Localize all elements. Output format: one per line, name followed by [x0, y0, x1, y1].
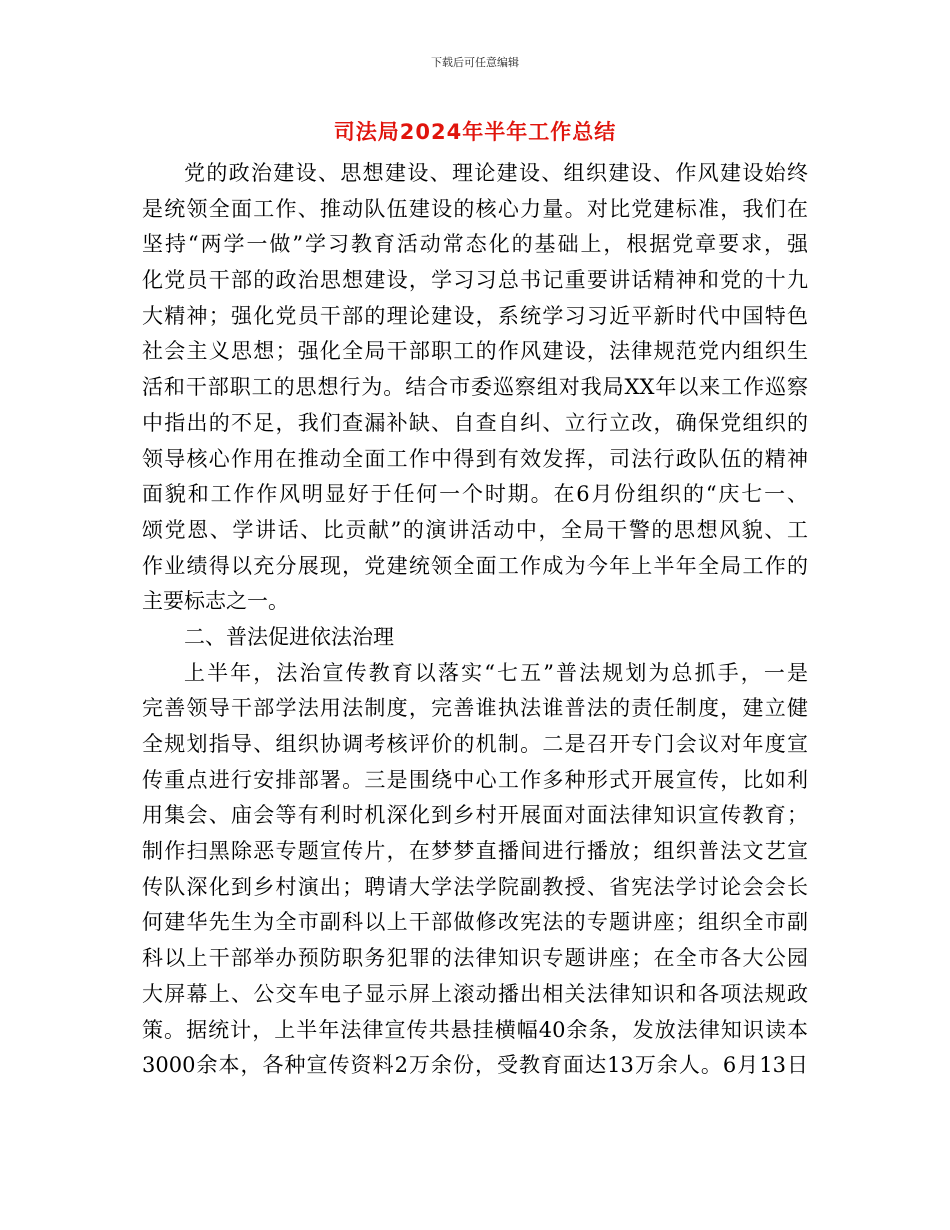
document-title: 司法局2024年半年工作总结 — [333, 120, 617, 144]
body-line: 党的政治建设、思想建设、理论建设、组织建设、作风建设始终 — [184, 161, 808, 185]
body-line: 社会主义思想；强化全局干部职工的作风建设，法律规范党内组织生 — [142, 339, 808, 364]
body-line: 坚持“两学一做”学习教育活动常态化的基础上，根据党章要求，强 — [142, 232, 808, 257]
body-line: 传重点进行安排部署。三是围绕中心工作多种形式开展宣传，比如利 — [142, 767, 808, 792]
body-line: 用集会、庙会等有利时机深化到乡村开展面对面法律知识宣传教育； — [142, 803, 808, 828]
section-heading: 二、普法促进依法治理 — [184, 624, 394, 649]
body-line: 策。据统计，上半年法律宣传共悬挂横幅40余条，发放法律知识读本 — [142, 1017, 808, 1042]
page-header-note: 下载后可任意编辑 — [431, 56, 519, 69]
body-line: 大精神；强化党员干部的理论建设，系统学习习近平新时代中国特色 — [142, 303, 808, 328]
body-line: 大屏幕上、公交车电子显示屏上滚动播出相关法律知识和各项法规政 — [142, 981, 808, 1006]
body-line: 3000余本，各种宣传资料2万余份，受教育面达13万余人。6月13日 — [142, 1053, 808, 1078]
body-line: 颂党恩、学讲话、比贡献”的演讲活动中，全局干警的思想风貌、工 — [142, 517, 808, 542]
body-line: 全规划指导、组织协调考核评价的机制。二是召开专门会议对年度宣 — [142, 732, 808, 756]
body-line: 活和干部职工的思想行为。结合市委巡察组对我局XX年以来工作巡察 — [142, 375, 808, 400]
body-line: 作业绩得以充分展现，党建统领全面工作成为今年上半年全局工作的 — [142, 553, 808, 578]
body-line: 制作扫黑除恶专题宣传片，在梦梦直播间进行播放；组织普法文艺宣 — [142, 839, 808, 864]
body-line: 化党员干部的政治思想建设，学习习总书记重要讲话精神和党的十九 — [142, 268, 808, 293]
body-line: 传队深化到乡村演出；聘请大学法学院副教授、省宪法学讨论会会长 — [142, 874, 808, 899]
body-line: 中指出的不足，我们查漏补缺、自查自纠、立行立改，确保党组织的 — [142, 410, 808, 435]
body-line: 上半年，法治宣传教育以落实“七五”普法规划为总抓手，一是 — [184, 660, 808, 685]
body-line: 完善领导干部学法用法制度，完善谁执法谁普法的责任制度，建立健 — [142, 696, 808, 721]
body-line: 何建华先生为全市副科以上干部做修改宪法的专题讲座；组织全市副 — [142, 910, 808, 935]
body-line: 是统领全面工作、推动队伍建设的核心力量。对比党建标准，我们在 — [142, 196, 808, 221]
body-line: 主要标志之一。 — [142, 589, 289, 614]
body-line: 科以上干部举办预防职务犯罪的法律知识专题讲座；在全市各大公园 — [142, 946, 808, 971]
body-line: 领导核心作用在推动全面工作中得到有效发挥，司法行政队伍的精神 — [142, 446, 808, 471]
document-body — [142, 156, 808, 1084]
body-line: 面貌和工作作风明显好于任何一个时期。在6月份组织的“庆七一、 — [142, 482, 808, 507]
